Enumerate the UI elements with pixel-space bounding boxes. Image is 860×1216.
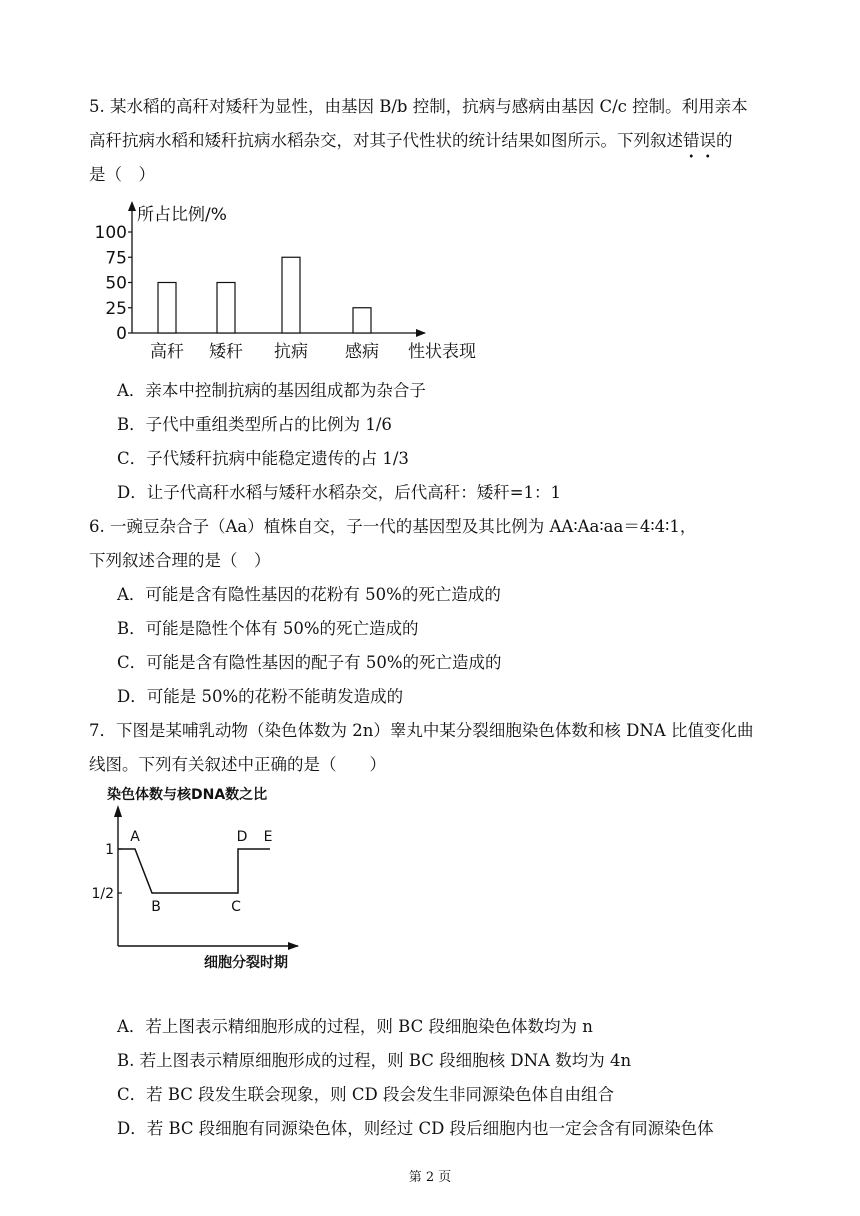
x-axis-arrow — [288, 942, 299, 950]
y-axis-label: 染色体数与核DNA数之比 — [107, 787, 268, 803]
point-label-a: A — [130, 829, 140, 845]
y-tick-label: 25 — [105, 298, 127, 319]
q7-line-chart — [90, 783, 330, 973]
x-tick-label: 感病 — [345, 342, 379, 362]
q6-option-b[interactable]: B．可能是隐性个体有 50%的死亡造成的 — [117, 619, 419, 638]
y-axis-label: 所占比例/% — [137, 205, 227, 225]
point-label-e: E — [263, 829, 273, 845]
point-label-c: C — [231, 899, 241, 915]
q5-option-b[interactable]: B．子代中重组类型所占的比例为 1/6 — [117, 415, 392, 434]
point-label-d: D — [236, 829, 248, 845]
bar-1 — [158, 283, 176, 334]
q5-bar-chart — [90, 200, 510, 370]
x-axis-label: 性状表现 — [408, 342, 476, 362]
q6-option-c[interactable]: C．可能是含有隐性基因的配子有 50%的死亡造成的 — [117, 653, 502, 672]
q6-stem-line1: 6. 一豌豆杂合子（Aa）植株自交，子一代的基因型及其比例为 AA∶Aa∶aa＝4∶4∶1， — [89, 517, 697, 536]
x-tick-label: 矮秆 — [209, 342, 243, 362]
q5-stem-line2-text: 高秆抗病水稻和矮秆抗病水稻杂交，对其子代性状的统计结果如图所示。下列叙述 — [89, 131, 683, 150]
bar-2 — [217, 283, 235, 334]
q7-option-b[interactable]: B. 若上图表示精原细胞形成的过程，则 BC 段细胞核 DNA 数均为 4n — [117, 1051, 632, 1070]
q5-stem-line3: 是（ ） — [89, 165, 155, 184]
y-tick-label: 0 — [116, 324, 127, 344]
q5-option-a[interactable]: A．亲本中控制抗病的基因组成都为杂合子 — [117, 381, 426, 400]
bar-3 — [282, 257, 300, 333]
y-tick-label: 75 — [105, 248, 127, 269]
page-number-footer: 第 2 页 — [408, 1170, 452, 1185]
q5-option-c[interactable]: C．子代矮秆抗病中能稳定遗传的占 1/3 — [117, 449, 409, 468]
bar-4 — [353, 308, 371, 333]
q7-stem-line1: 7．下图是某哺乳动物（染色体数为 2n）睾丸中某分裂细胞染色体数和核 DNA 比值变化曲 — [89, 721, 754, 740]
q5-stem-line2-end: 的 — [716, 131, 733, 150]
ratio-curve — [118, 849, 270, 893]
q7-option-d[interactable]: D．若 BC 段细胞有同源染色体，则经过 CD 段后细胞内也一定会含有同源染色体 — [117, 1119, 714, 1138]
q7-option-a[interactable]: A．若上图表示精细胞形成的过程，则 BC 段细胞染色体数均为 n — [117, 1017, 593, 1036]
q7-stem-line2: 线图。下列有关叙述中正确的是（ ） — [89, 755, 386, 774]
x-axis-label: 细胞分裂时期 — [204, 955, 288, 971]
y-tick-label: 1 — [105, 842, 114, 858]
emphasis-word-error: 错误 — [683, 131, 716, 150]
q5-stem-line2 — [89, 131, 733, 151]
y-axis-arrow — [128, 201, 136, 211]
q5-stem-line1: 5. 某水稻的高秆对矮秆为显性，由基因 B/b 控制，抗病与感病由基因 C/c 控制。利用亲本 — [89, 97, 748, 116]
q5-option-d[interactable]: D．让子代高秆水稻与矮秆水稻杂交，后代高秆：矮秆=1：1 — [117, 483, 562, 502]
q6-option-d[interactable]: D．可能是 50%的花粉不能萌发造成的 — [117, 687, 404, 706]
x-tick-label: 高秆 — [150, 342, 184, 362]
q6-option-a[interactable]: A．可能是含有隐性基因的花粉有 50%的死亡造成的 — [117, 585, 501, 604]
x-axis-arrow — [416, 329, 426, 337]
point-label-b: B — [151, 899, 161, 915]
q6-stem-line2: 下列叙述合理的是（ ） — [89, 551, 271, 570]
y-tick-label: 50 — [105, 273, 127, 294]
x-tick-label: 抗病 — [274, 342, 308, 362]
y-axis-arrow — [114, 805, 122, 817]
q7-option-c[interactable]: C．若 BC 段发生联会现象，则 CD 段会发生非同源染色体自由组合 — [117, 1085, 615, 1104]
y-tick-label: 100 — [94, 223, 127, 243]
y-tick-label: 1/2 — [91, 886, 114, 902]
